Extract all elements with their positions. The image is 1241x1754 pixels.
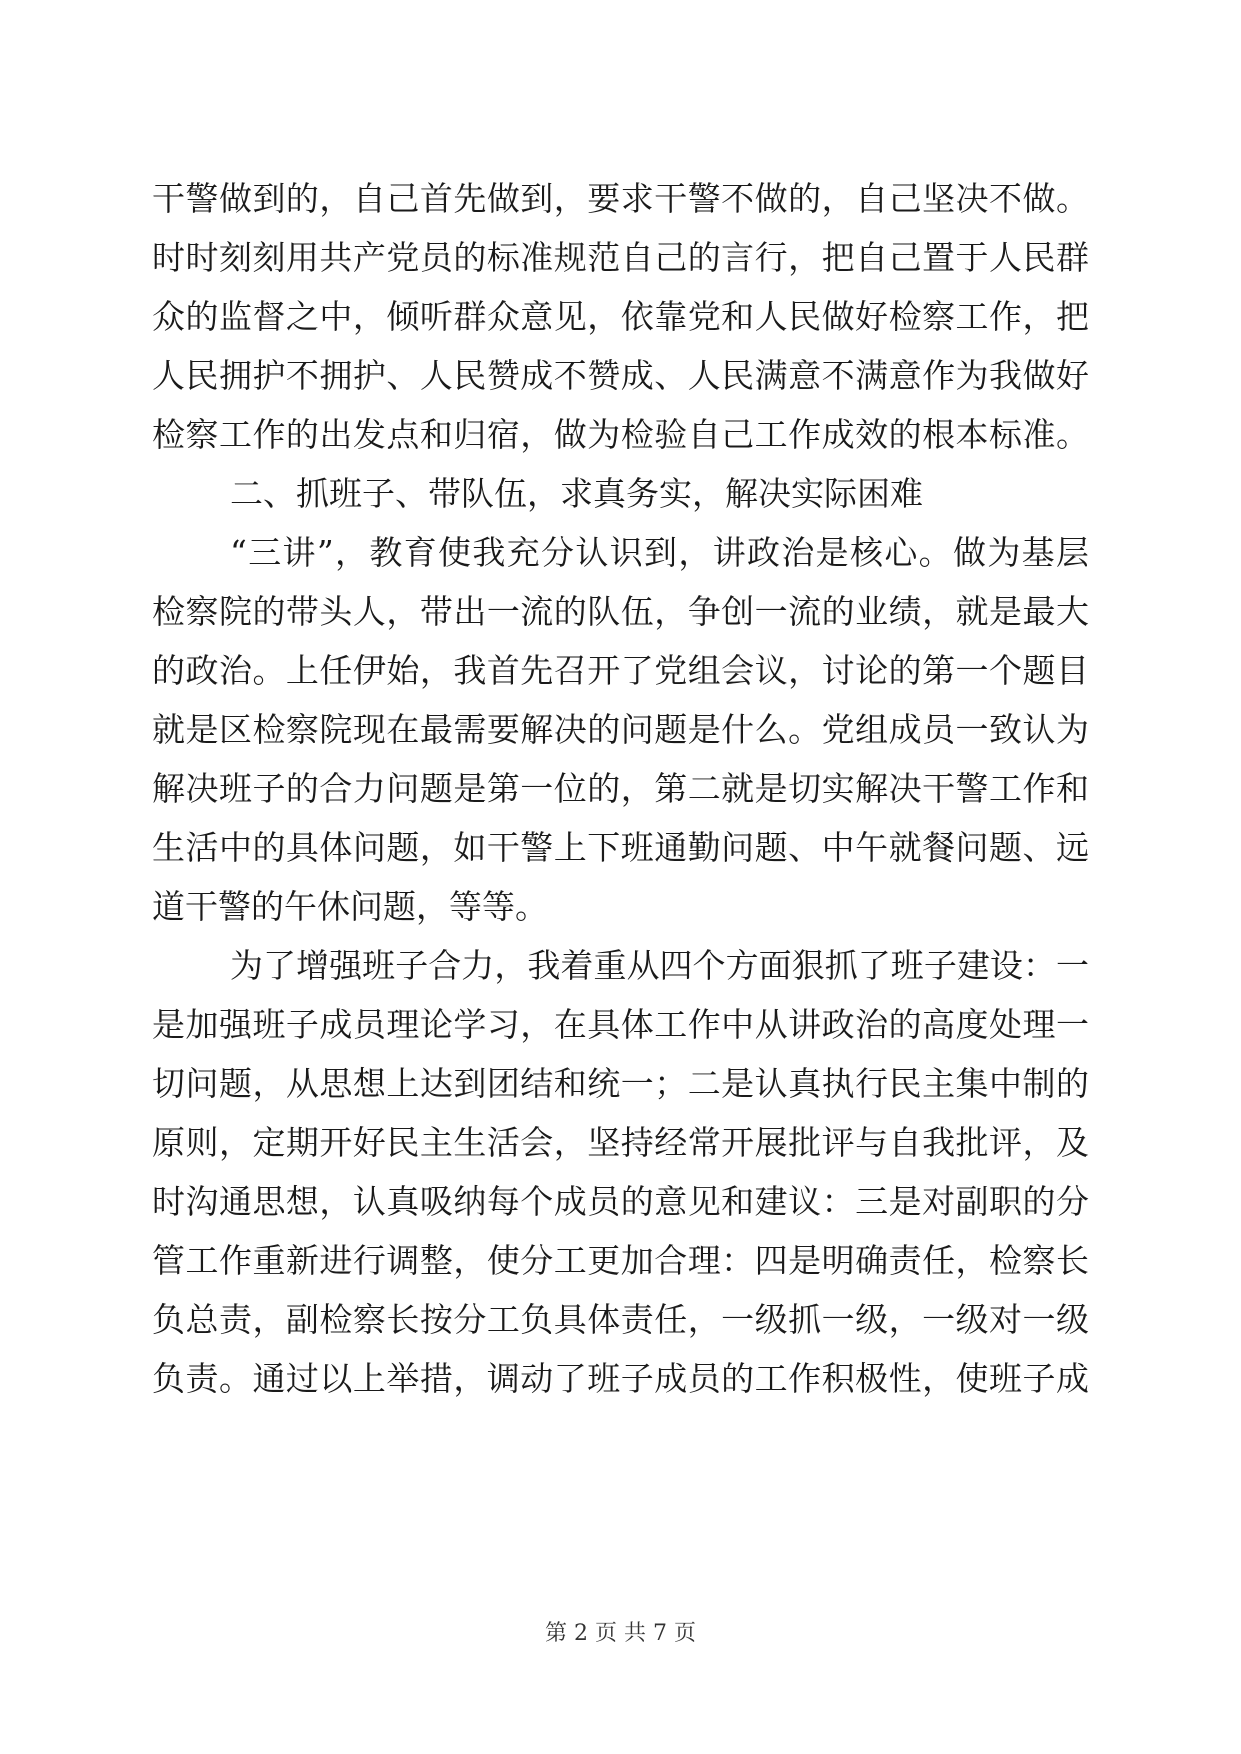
text-line: 干警做到的，自己首先做到，要求干警不做的，自己坚决不做。	[152, 179, 1089, 218]
text-line: 负总责，副检察长按分工负具体责任，一级抓一级，一级对一级	[152, 1300, 1089, 1339]
text-line: 为了增强班子合力，我着重从四个方面狠抓了班子建设：一	[230, 946, 1089, 985]
text-line: 是加强班子成员理论学习，在具体工作中从讲政治的高度处理一	[152, 1005, 1089, 1044]
text-line: 检察院的带头人，带出一流的队伍，争创一流的业绩，就是最大	[152, 592, 1089, 631]
text-line: 负责。通过以上举措，调动了班子成员的工作积极性，使班子成	[152, 1359, 1089, 1398]
text-line: 时沟通思想，认真吸纳每个成员的意见和建议：三是对副职的分	[152, 1182, 1089, 1221]
text-line: “三讲”，教育使我充分认识到，讲政治是核心。做为基层	[230, 533, 1089, 572]
text-line: 原则，定期开好民主生活会，坚持经常开展批评与自我批评，及	[152, 1123, 1089, 1162]
text-line: 检察工作的出发点和归宿，做为检验自己工作成效的根本标准。	[152, 415, 1089, 454]
section-heading: 二、抓班子、带队伍，求真务实，解决实际困难	[230, 474, 923, 513]
text-line: 道干警的午休问题，等等。	[152, 887, 548, 926]
text-line: 的政治。上任伊始，我首先召开了党组会议，讨论的第一个题目	[152, 651, 1089, 690]
text-line: 人民拥护不拥护、人民赞成不赞成、人民满意不满意作为我做好	[152, 356, 1089, 395]
text-line: 时时刻刻用共产党员的标准规范自己的言行，把自己置于人民群	[152, 238, 1089, 277]
text-line: 众的监督之中，倾听群众意见，依靠党和人民做好检察工作，把	[152, 297, 1089, 336]
text-line: 切问题，从思想上达到团结和统一；二是认真执行民主集中制的	[152, 1064, 1089, 1103]
text-line: 生活中的具体问题，如干警上下班通勤问题、中午就餐问题、远	[152, 828, 1089, 867]
page-number: 第 2 页 共 7 页	[545, 1621, 696, 1646]
text-line: 管工作重新进行调整，使分工更加合理：四是明确责任，检察长	[152, 1241, 1089, 1280]
text-line: 就是区检察院现在最需要解决的问题是什么。党组成员一致认为	[152, 710, 1089, 749]
text-line: 解决班子的合力问题是第一位的，第二就是切实解决干警工作和	[152, 769, 1089, 808]
